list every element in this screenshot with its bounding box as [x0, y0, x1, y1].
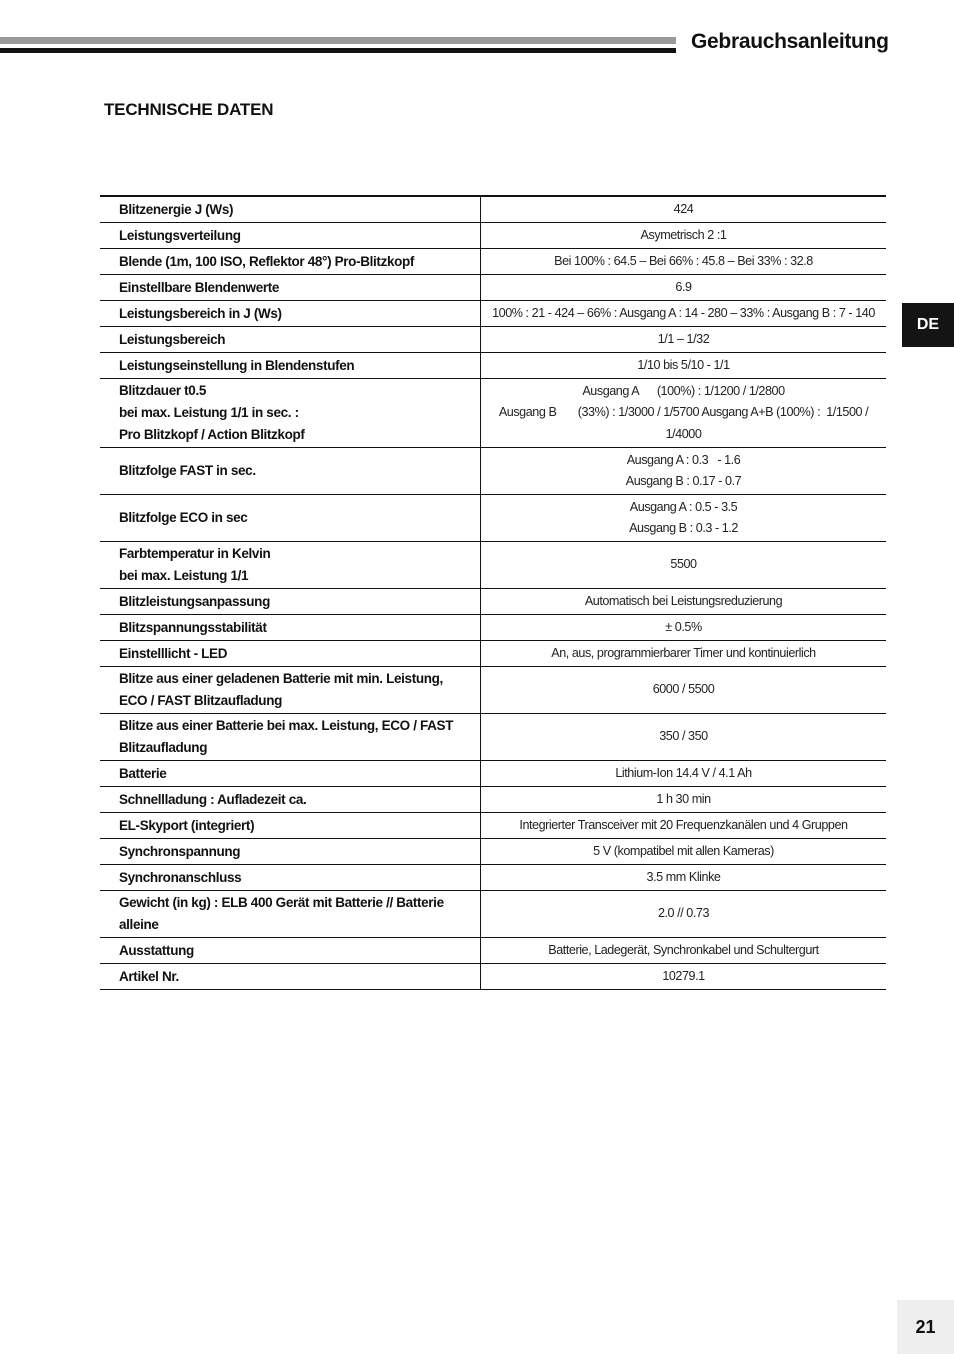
spec-label-line: Einstelllicht - LED	[119, 645, 228, 661]
spec-value-line: 5500	[670, 557, 697, 572]
spec-label-line: Batterie	[119, 765, 167, 781]
spec-row	[100, 641, 886, 667]
spec-label-line: Blitzdauer t0.5	[119, 383, 207, 398]
spec-row	[100, 353, 886, 379]
spec-value	[481, 761, 887, 787]
language-tab	[902, 303, 954, 347]
spec-label	[100, 589, 481, 615]
spec-row	[100, 839, 886, 865]
spec-label	[100, 938, 481, 964]
spec-label-line: Blitzspannungsstabilität	[119, 619, 267, 635]
spec-label-line: Blitze aus einer geladenen Batterie mit min. Leistung,	[119, 671, 443, 686]
spec-label	[100, 865, 481, 891]
spec-row	[100, 589, 886, 615]
spec-value-line: 350 / 350	[659, 729, 708, 744]
spec-value-line: An, aus, programmierbarer Timer und kontinuierlich	[551, 645, 816, 660]
spec-value	[481, 353, 887, 379]
page-header-title: Gebrauchsanleitung	[691, 30, 889, 53]
spec-value-line: 1/10 bis 5/10 - 1/1	[637, 357, 730, 372]
spec-value-line: 424	[673, 201, 694, 216]
spec-label	[100, 353, 481, 379]
spec-value	[481, 196, 887, 223]
spec-label	[100, 223, 481, 249]
spec-value	[481, 448, 887, 495]
spec-label-line: Artikel Nr.	[119, 968, 179, 984]
spec-label-line: bei max. Leistung 1/1 in sec. :	[119, 405, 299, 420]
spec-table	[100, 195, 886, 990]
spec-value	[481, 275, 887, 301]
spec-row	[100, 964, 886, 990]
spec-value	[481, 542, 887, 589]
spec-row	[100, 495, 886, 542]
spec-label-line: Ausstattung	[119, 942, 194, 958]
spec-label-line: Gewicht (in kg) : ELB 400 Gerät mit Batterie // Batterie	[119, 895, 444, 910]
spec-label	[100, 327, 481, 353]
page-number-label: 21	[915, 1316, 936, 1337]
page-number	[897, 1300, 954, 1354]
spec-value	[481, 813, 887, 839]
spec-label-line: Leistungsverteilung	[119, 227, 241, 243]
spec-value	[481, 714, 887, 761]
header-rule-black	[0, 48, 676, 53]
spec-label-line: Blitzfolge ECO in sec	[119, 510, 248, 525]
header-rule-gray	[0, 37, 676, 44]
spec-value-line: 1/1 – 1/32	[657, 331, 710, 346]
spec-value	[481, 495, 887, 542]
spec-value-line: Ausgang B (33%) : 1/3000 / 1/5700 Ausgang A+B (100%) : 1/1500 /	[498, 405, 869, 420]
spec-label-line: Blende (1m, 100 ISO, Reflektor 48°) Pro-Blitzkopf	[119, 253, 415, 269]
spec-label	[100, 667, 481, 714]
section-title: TECHNISCHE DATEN	[104, 100, 274, 119]
spec-row	[100, 542, 886, 589]
spec-value-line: 1 h 30 min	[656, 791, 711, 806]
spec-value-line: Ausgang A : 0.5 - 3.5	[629, 499, 738, 514]
spec-row	[100, 379, 886, 448]
spec-label	[100, 891, 481, 938]
spec-table-body	[100, 196, 886, 990]
spec-label-line: EL-Skyport (integriert)	[119, 817, 255, 833]
spec-value	[481, 839, 887, 865]
spec-value	[481, 641, 887, 667]
spec-row	[100, 448, 886, 495]
spec-label	[100, 839, 481, 865]
spec-value-line: Ausgang B : 0.3 - 1.2	[629, 521, 738, 535]
spec-value	[481, 615, 887, 641]
spec-value-line: 6000 / 5500	[652, 682, 715, 697]
spec-label	[100, 448, 481, 495]
spec-label	[100, 379, 481, 448]
spec-row	[100, 249, 886, 275]
spec-label	[100, 641, 481, 667]
spec-value	[481, 891, 887, 938]
spec-label-line: Blitzfolge FAST in sec.	[119, 463, 256, 478]
spec-label	[100, 275, 481, 301]
spec-row	[100, 714, 886, 761]
spec-value-line: Ausgang A (100%) : 1/1200 / 1/2800	[582, 383, 785, 398]
spec-row	[100, 938, 886, 964]
spec-label	[100, 301, 481, 327]
spec-value	[481, 327, 887, 353]
spec-label	[100, 196, 481, 223]
spec-label	[100, 813, 481, 839]
spec-label-line: Einstellbare Blendenwerte	[119, 279, 280, 295]
spec-label-line: Blitzleistungsanpassung	[119, 593, 270, 609]
spec-value-line: 6.9	[675, 279, 692, 294]
spec-label	[100, 964, 481, 990]
spec-label-line: Leistungsbereich	[119, 331, 226, 347]
spec-value	[481, 249, 887, 275]
spec-value-line: Integrierter Transceiver mit 20 Frequenzkanälen und 4 Gruppen	[519, 817, 848, 832]
spec-value	[481, 589, 887, 615]
spec-value-line: 5 V (kompatibel mit allen Kameras)	[593, 843, 774, 858]
spec-row	[100, 327, 886, 353]
spec-label-line: Blitzenergie J (Ws)	[119, 201, 234, 217]
language-tab-label: DE	[916, 316, 940, 333]
spec-value-line: Bei 100% : 64.5 – Bei 66% : 45.8 – Bei 33% : 32.8	[554, 253, 813, 268]
spec-row	[100, 813, 886, 839]
spec-label-line: alleine	[119, 917, 159, 932]
spec-value-line: ± 0.5%	[665, 619, 702, 634]
spec-label-line: Blitzaufladung	[119, 740, 208, 755]
spec-label-line: Schnellladung : Aufladezeit ca.	[119, 791, 307, 807]
spec-label	[100, 495, 481, 542]
spec-label	[100, 249, 481, 275]
spec-row	[100, 667, 886, 714]
spec-label	[100, 714, 481, 761]
spec-label-line: Pro Blitzkopf / Action Blitzkopf	[119, 427, 305, 442]
spec-value	[481, 964, 887, 990]
spec-value-line: Asymetrisch 2 :1	[640, 227, 727, 242]
spec-row	[100, 787, 886, 813]
spec-value-line: 2.0 // 0.73	[657, 906, 710, 921]
spec-value-line: 3.5 mm Klinke	[646, 869, 721, 884]
spec-row	[100, 865, 886, 891]
spec-label-line: bei max. Leistung 1/1	[119, 568, 249, 583]
spec-label	[100, 542, 481, 589]
spec-value-line: Lithium-Ion 14.4 V / 4.1 Ah	[615, 765, 752, 780]
spec-label-line: Leistungsbereich in J (Ws)	[119, 305, 282, 321]
spec-label-line: Farbtemperatur in Kelvin	[119, 546, 271, 561]
spec-row	[100, 196, 886, 223]
spec-value	[481, 379, 887, 448]
spec-row	[100, 891, 886, 938]
spec-value-line: 100% : 21 - 424 – 66% : Ausgang A : 14 - 280 – 33% : Ausgang B : 7 - 140	[492, 305, 875, 320]
spec-label-line: Leistungseinstellung in Blendenstufen	[119, 357, 355, 373]
spec-value	[481, 938, 887, 964]
spec-value-line: Ausgang A : 0.3 - 1.6	[626, 452, 741, 467]
spec-row	[100, 301, 886, 327]
spec-value	[481, 223, 887, 249]
spec-label-line: Synchronspannung	[119, 843, 241, 859]
spec-value	[481, 865, 887, 891]
spec-value-line: Automatisch bei Leistungsreduzierung	[584, 593, 783, 608]
spec-row	[100, 223, 886, 249]
spec-value-line: Batterie, Ladegerät, Synchronkabel und Schultergurt	[548, 942, 819, 957]
spec-label	[100, 787, 481, 813]
spec-label-line: Blitze aus einer Batterie bei max. Leistung, ECO / FAST	[119, 718, 454, 733]
spec-value-line: Ausgang B : 0.17 - 0.7	[625, 474, 742, 488]
spec-row	[100, 761, 886, 787]
spec-label-line: Synchronanschluss	[119, 869, 242, 885]
spec-label	[100, 615, 481, 641]
spec-label-line: ECO / FAST Blitzaufladung	[119, 693, 282, 708]
spec-value-line: 1/4000	[665, 426, 702, 441]
spec-label	[100, 761, 481, 787]
spec-value	[481, 667, 887, 714]
spec-value	[481, 301, 887, 327]
spec-value	[481, 787, 887, 813]
spec-row	[100, 615, 886, 641]
spec-row	[100, 275, 886, 301]
spec-value-line: 10279.1	[662, 968, 705, 983]
